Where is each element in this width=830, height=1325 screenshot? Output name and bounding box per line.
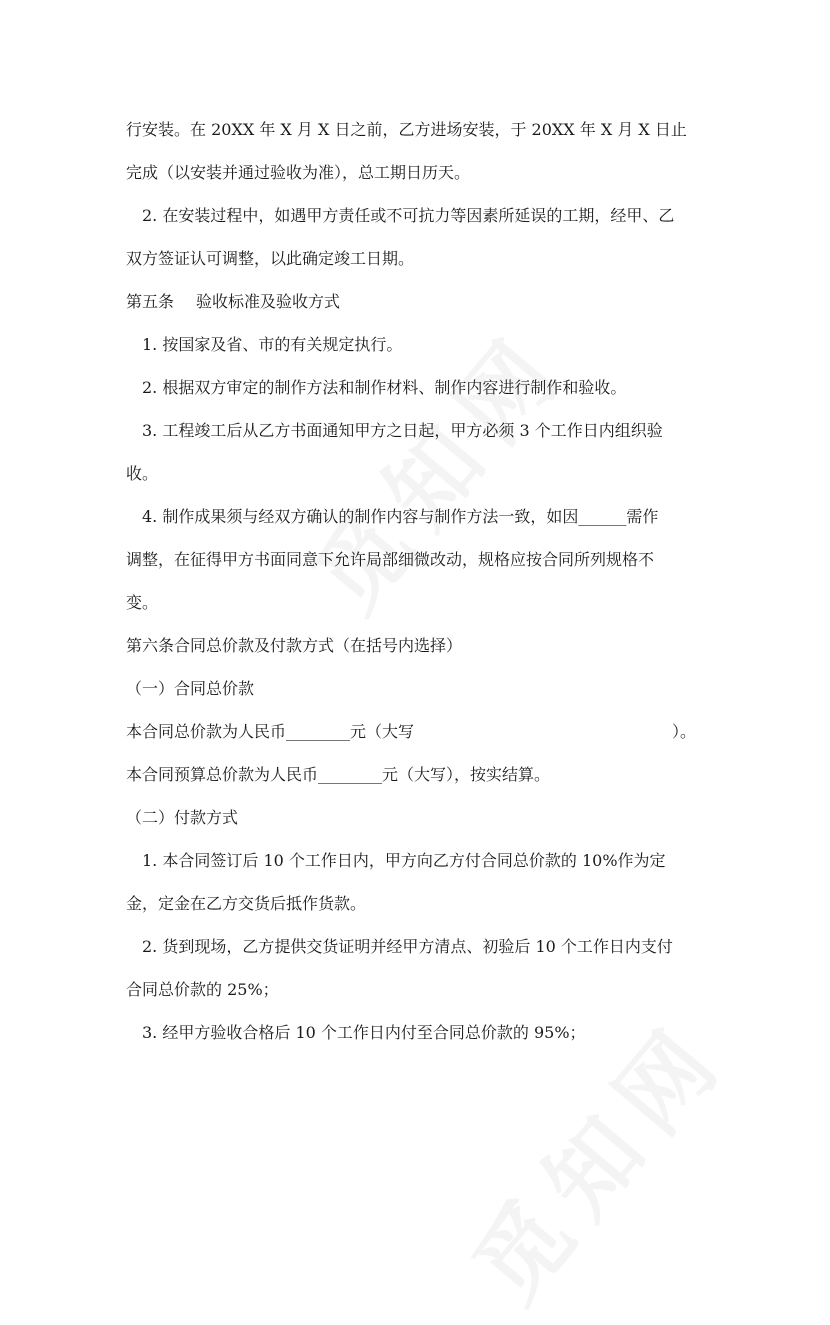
paragraph-line: 合同总价款的 25%； — [126, 980, 279, 999]
paragraph-line: 收。 — [126, 464, 159, 483]
section-number: 第五条 — [126, 292, 175, 311]
document-body — [126, 108, 714, 1054]
section-heading-5 — [126, 280, 714, 323]
list-item-line: 2. 货到现场，乙方提供交货证明并经甲方清点、初验后 10 个工作日内支付 — [142, 937, 673, 956]
list-item-line: 3. 工程竣工后从乙方书面通知甲方之日起，甲方必须 3 个工作日内组织验 — [142, 421, 663, 440]
paragraph-line: 金，定金在乙方交货后抵作货款。 — [126, 894, 367, 913]
paragraph-line: 完成（以安装并通过验收为准），总工期日历天。 — [126, 163, 471, 182]
list-item-line: 1. 按国家及省、市的有关规定执行。 — [142, 335, 403, 354]
subsection-heading: （一）合同总价款 — [126, 679, 255, 698]
subsection-heading: （二）付款方式 — [126, 808, 239, 827]
price-text: 本合同总价款为人民币________元（大写 — [126, 722, 415, 741]
price-close: ）。 — [672, 722, 697, 741]
paragraph-line: 双方签证认可调整，以此确定竣工日期。 — [126, 249, 415, 268]
paragraph-line: 变。 — [126, 593, 159, 612]
list-item-line: 3. 经甲方验收合格后 10 个工作日内付至合同总价款的 95%； — [142, 1023, 586, 1042]
list-item-line: 2. 根据双方审定的制作方法和制作材料、制作内容进行制作和验收。 — [142, 378, 627, 397]
price-line — [126, 710, 714, 753]
list-item-line: 2. 在安装过程中，如遇甲方责任或不可抗力等因素所延误的工期，经甲、乙 — [142, 206, 675, 225]
paragraph-line: 调整，在征得甲方书面同意下允许局部细微改动，规格应按合同所列规格不 — [126, 550, 655, 569]
section-title: 验收标准及验收方式 — [196, 292, 341, 311]
list-item-line: 4. 制作成果须与经双方确认的制作内容与制作方法一致，如因______需作 — [142, 507, 659, 526]
paragraph-line: 本合同预算总价款为人民币________元（大写），按实结算。 — [126, 765, 551, 784]
section-heading-6: 第六条合同总价款及付款方式（在括号内选择） — [126, 636, 463, 655]
paragraph-line: 行安装。在 20XX 年 X 月 X 日之前，乙方进场安装，于 20XX 年 X 月 X 日止 — [126, 120, 687, 139]
list-item-line: 1. 本合同签订后 10 个工作日内，甲方向乙方付合同总价款的 10%作为定 — [142, 851, 666, 870]
